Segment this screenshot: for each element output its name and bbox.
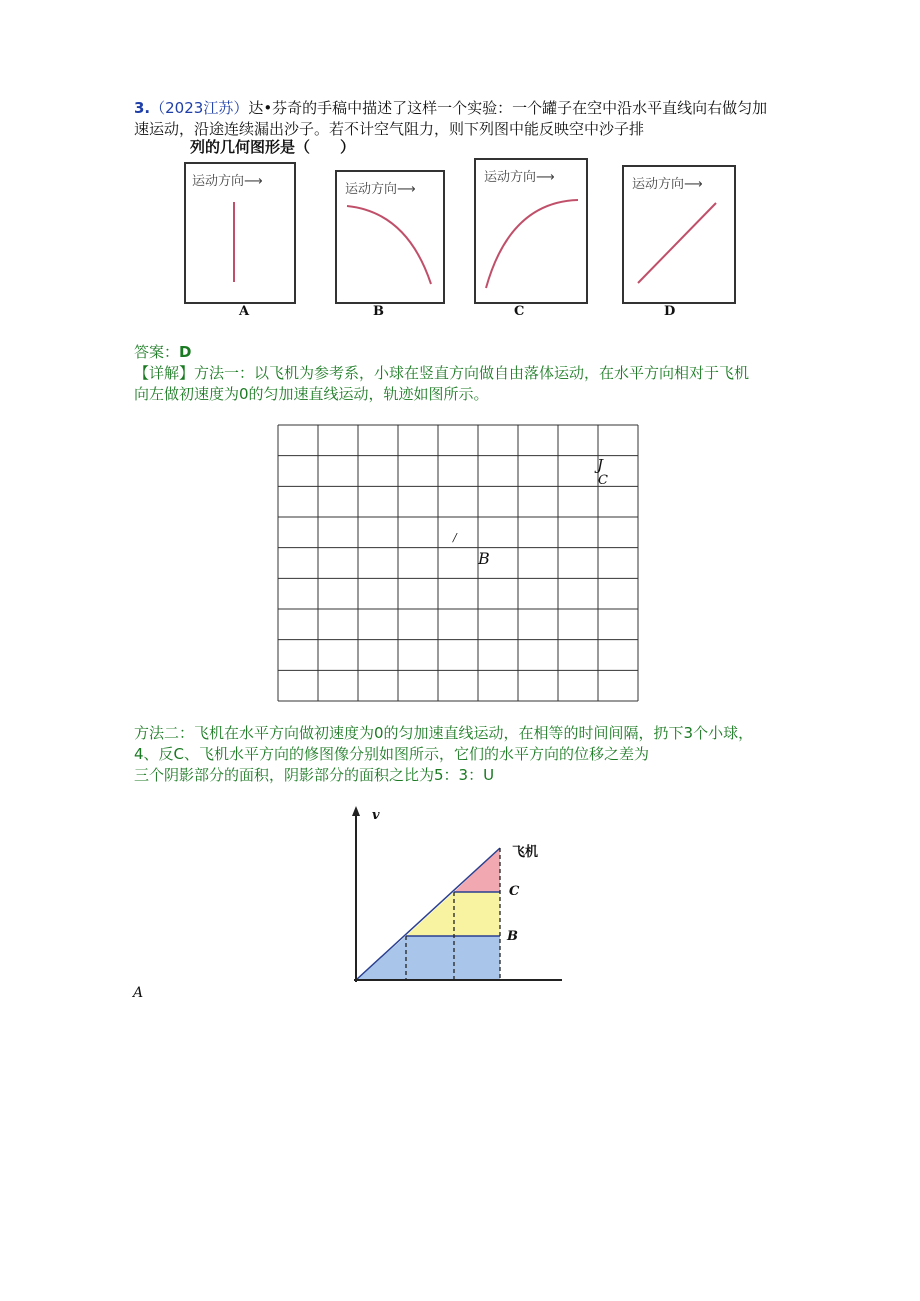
trajectory-grid: [276, 423, 640, 703]
option-b-header: 运动方向⟶: [345, 182, 416, 197]
option-b-box: [335, 170, 445, 304]
arrow-right-icon: ⟶: [536, 170, 555, 185]
method1-line-1: [134, 364, 749, 382]
yellow-region: [406, 892, 500, 936]
option-d-box: [622, 165, 736, 304]
answer-line: [134, 343, 191, 361]
option-d-header: 运动方向⟶: [632, 177, 703, 192]
v-axis-label: v: [372, 808, 380, 823]
option-d-curve: [624, 167, 734, 302]
answer-value: D: [179, 343, 192, 361]
method2-line-2: 4、反C、飞机水平方向的修图像分别如图所示，它们的水平方向的位移之差为: [134, 745, 650, 763]
option-c-letter: C: [514, 304, 525, 319]
method1-line-2: 向左做初速度为0的匀加速直线运动，轨迹如图所示。: [134, 385, 489, 403]
b-label: B: [507, 929, 518, 944]
grid-label-j: J: [597, 456, 604, 474]
arrow-right-icon: ⟶: [684, 177, 703, 192]
arrow-right-icon: ⟶: [397, 182, 416, 197]
question-number: 3.: [134, 99, 151, 117]
grid-label-c: C: [598, 473, 608, 488]
blue-region: [356, 936, 500, 980]
option-a-box: [184, 162, 296, 304]
question-line-3: 列的几何图形是（ ）: [190, 138, 356, 156]
option-b-letter: B: [373, 304, 384, 319]
detail-tag: 【详解】: [134, 364, 195, 382]
option-d-letter: D: [664, 304, 676, 319]
grid-label-slash: /: [453, 531, 457, 544]
answer-label: 答案：: [134, 343, 180, 361]
grid-label-b: B: [478, 549, 490, 568]
option-c-curve: [476, 160, 586, 302]
method2-line-1: 方法二：飞机在水平方向做初速度为0的匀加速直线运动，在相等的时间间隔，扔下3个小球，: [134, 724, 754, 742]
option-a-curve: [186, 164, 294, 302]
option-c-box: [474, 158, 588, 304]
question-source: （2023江苏）: [150, 99, 249, 117]
option-a-letter: A: [239, 304, 250, 319]
option-a-header: 运动方向⟶: [192, 174, 263, 189]
method2-line-3: 三个阴影部分的面积，阴影部分的面积之比为5：3：U: [134, 766, 495, 784]
option-b-curve: [337, 172, 443, 302]
method1-text-1: 方法一：以飞机为参考系，小球在竖直方向做自由落体运动，在水平方向相对于飞机: [194, 364, 750, 382]
question-line-1: [134, 99, 767, 117]
option-c-header: 运动方向⟶: [484, 170, 555, 185]
velocity-time-graph: [340, 800, 580, 990]
question-line-2: 速运动，沿途连续漏出沙子。若不计空气阻力，则下列图中能反映空中沙子排: [134, 120, 645, 138]
arrow-right-icon: ⟶: [244, 174, 263, 189]
plane-label: 飞机: [512, 845, 539, 860]
question-text-1: 达•芬奇的手稿中描述了这样一个实验：一个罐子在空中沿水平直线向右做匀加: [248, 99, 768, 117]
c-label: C: [509, 884, 520, 899]
footer-label-a: A: [133, 985, 144, 1001]
v-axis-arrow-icon: [352, 806, 360, 816]
